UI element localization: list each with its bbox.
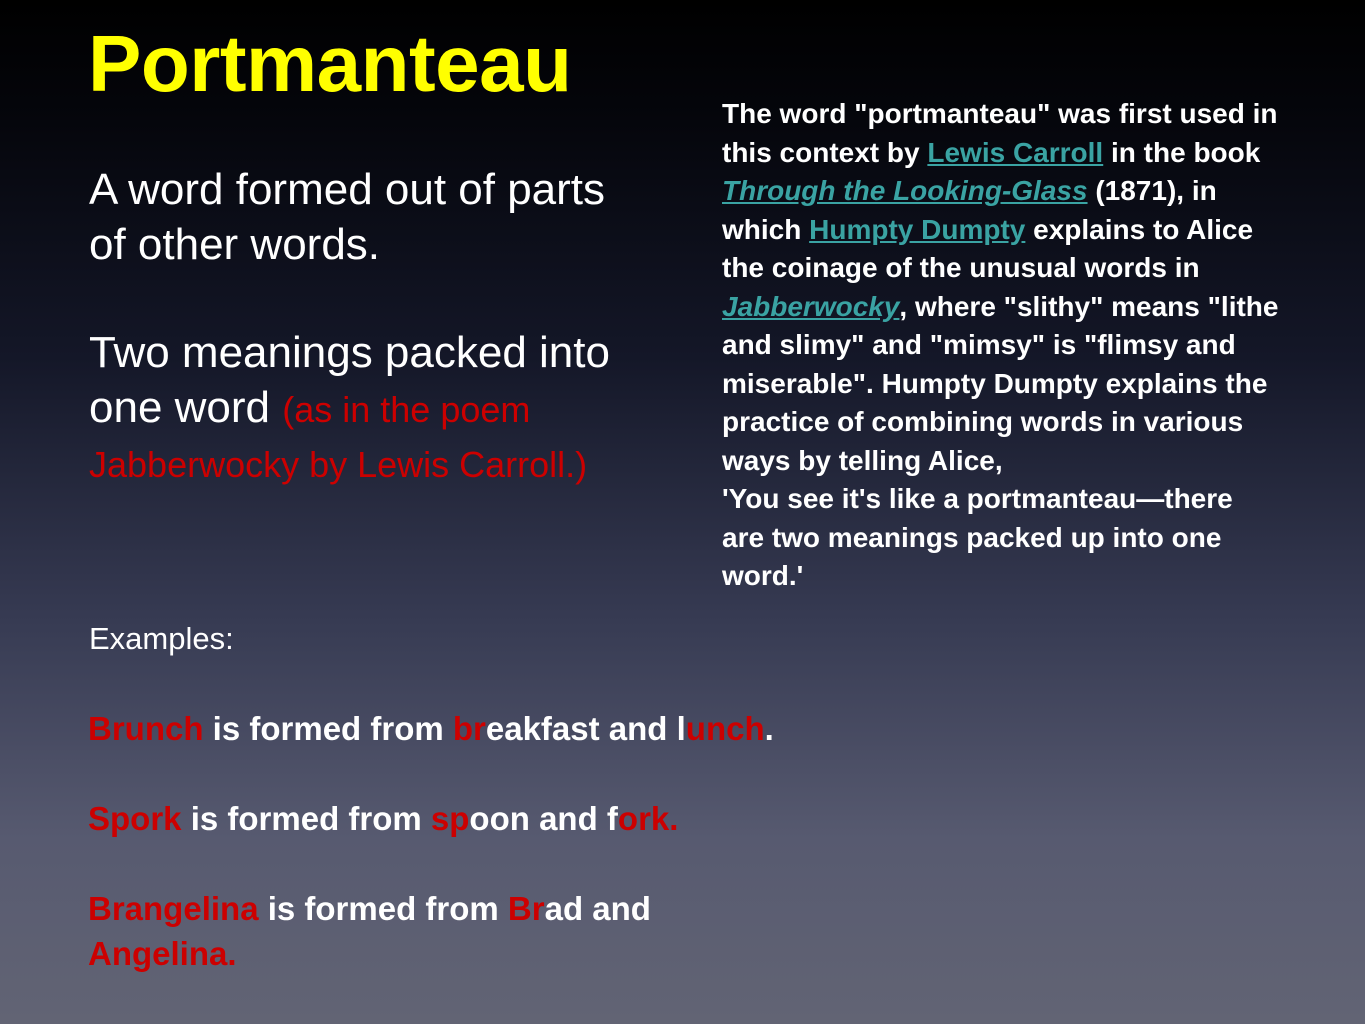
example-highlight: unch (685, 710, 765, 747)
jabberwocky-link[interactable]: Jabberwocky (722, 290, 900, 322)
example-text: l (676, 710, 686, 747)
meaning-text (89, 325, 619, 490)
example-text: oon and (469, 800, 607, 837)
sidebar-text-3: (1871), in which (722, 175, 1217, 245)
example-highlight: Br (507, 890, 545, 927)
example-text: ad and (544, 890, 651, 927)
example-text: f (606, 800, 618, 837)
looking-glass-link[interactable]: Through the Looking-Glass (722, 175, 1088, 206)
sidebar-text-2: in the book (1103, 136, 1261, 168)
example-word: Spork (88, 800, 182, 837)
humpty-dumpty-link[interactable]: Humpty Dumpty (809, 213, 1026, 245)
meaning-main: Two meanings packed into one word (89, 328, 610, 432)
example-brunch (88, 706, 788, 751)
lewis-carroll-link[interactable]: Lewis Carroll (927, 136, 1104, 168)
example-spork (88, 796, 788, 841)
example-connector: is formed from (181, 800, 431, 837)
example-word: Brunch (88, 710, 204, 747)
examples-label: Examples: (89, 621, 234, 656)
example-text: . (764, 710, 774, 747)
example-highlight: ork. (617, 800, 679, 837)
slide-title: Portmanteau (88, 19, 572, 108)
etymology-sidebar (722, 95, 1282, 596)
definition-text: A word formed out of parts of other words. (89, 165, 606, 269)
meaning-aside: (as in the poem Jabberwocky by Lewis Carroll.) (89, 389, 588, 485)
example-highlight: sp (430, 800, 470, 837)
example-word: Brangelina (88, 890, 259, 927)
sidebar-text-4: explains to Alice the coinage of the unusual words in (722, 213, 1254, 283)
example-connector: is formed from (258, 890, 508, 927)
example-highlight: br (452, 710, 486, 747)
sidebar-text-1: The word "portmanteau" was first used in this context by (722, 98, 1278, 168)
example-brangelina (88, 886, 768, 976)
sidebar-text-5: , where "slithy" means "lithe and slimy" and "mimsy" is "flimsy and miserable". Humpty Dumpty explains the practice of combining words in various ways by telling Alice, (722, 290, 1279, 476)
example-connector: is formed from (203, 710, 453, 747)
example-text: eakfast and (485, 710, 677, 747)
sidebar-quote: 'You see it's like a portmanteau—there are two meanings packed up into one word.' (722, 483, 1233, 591)
example-highlight: Angelina. (88, 935, 237, 972)
